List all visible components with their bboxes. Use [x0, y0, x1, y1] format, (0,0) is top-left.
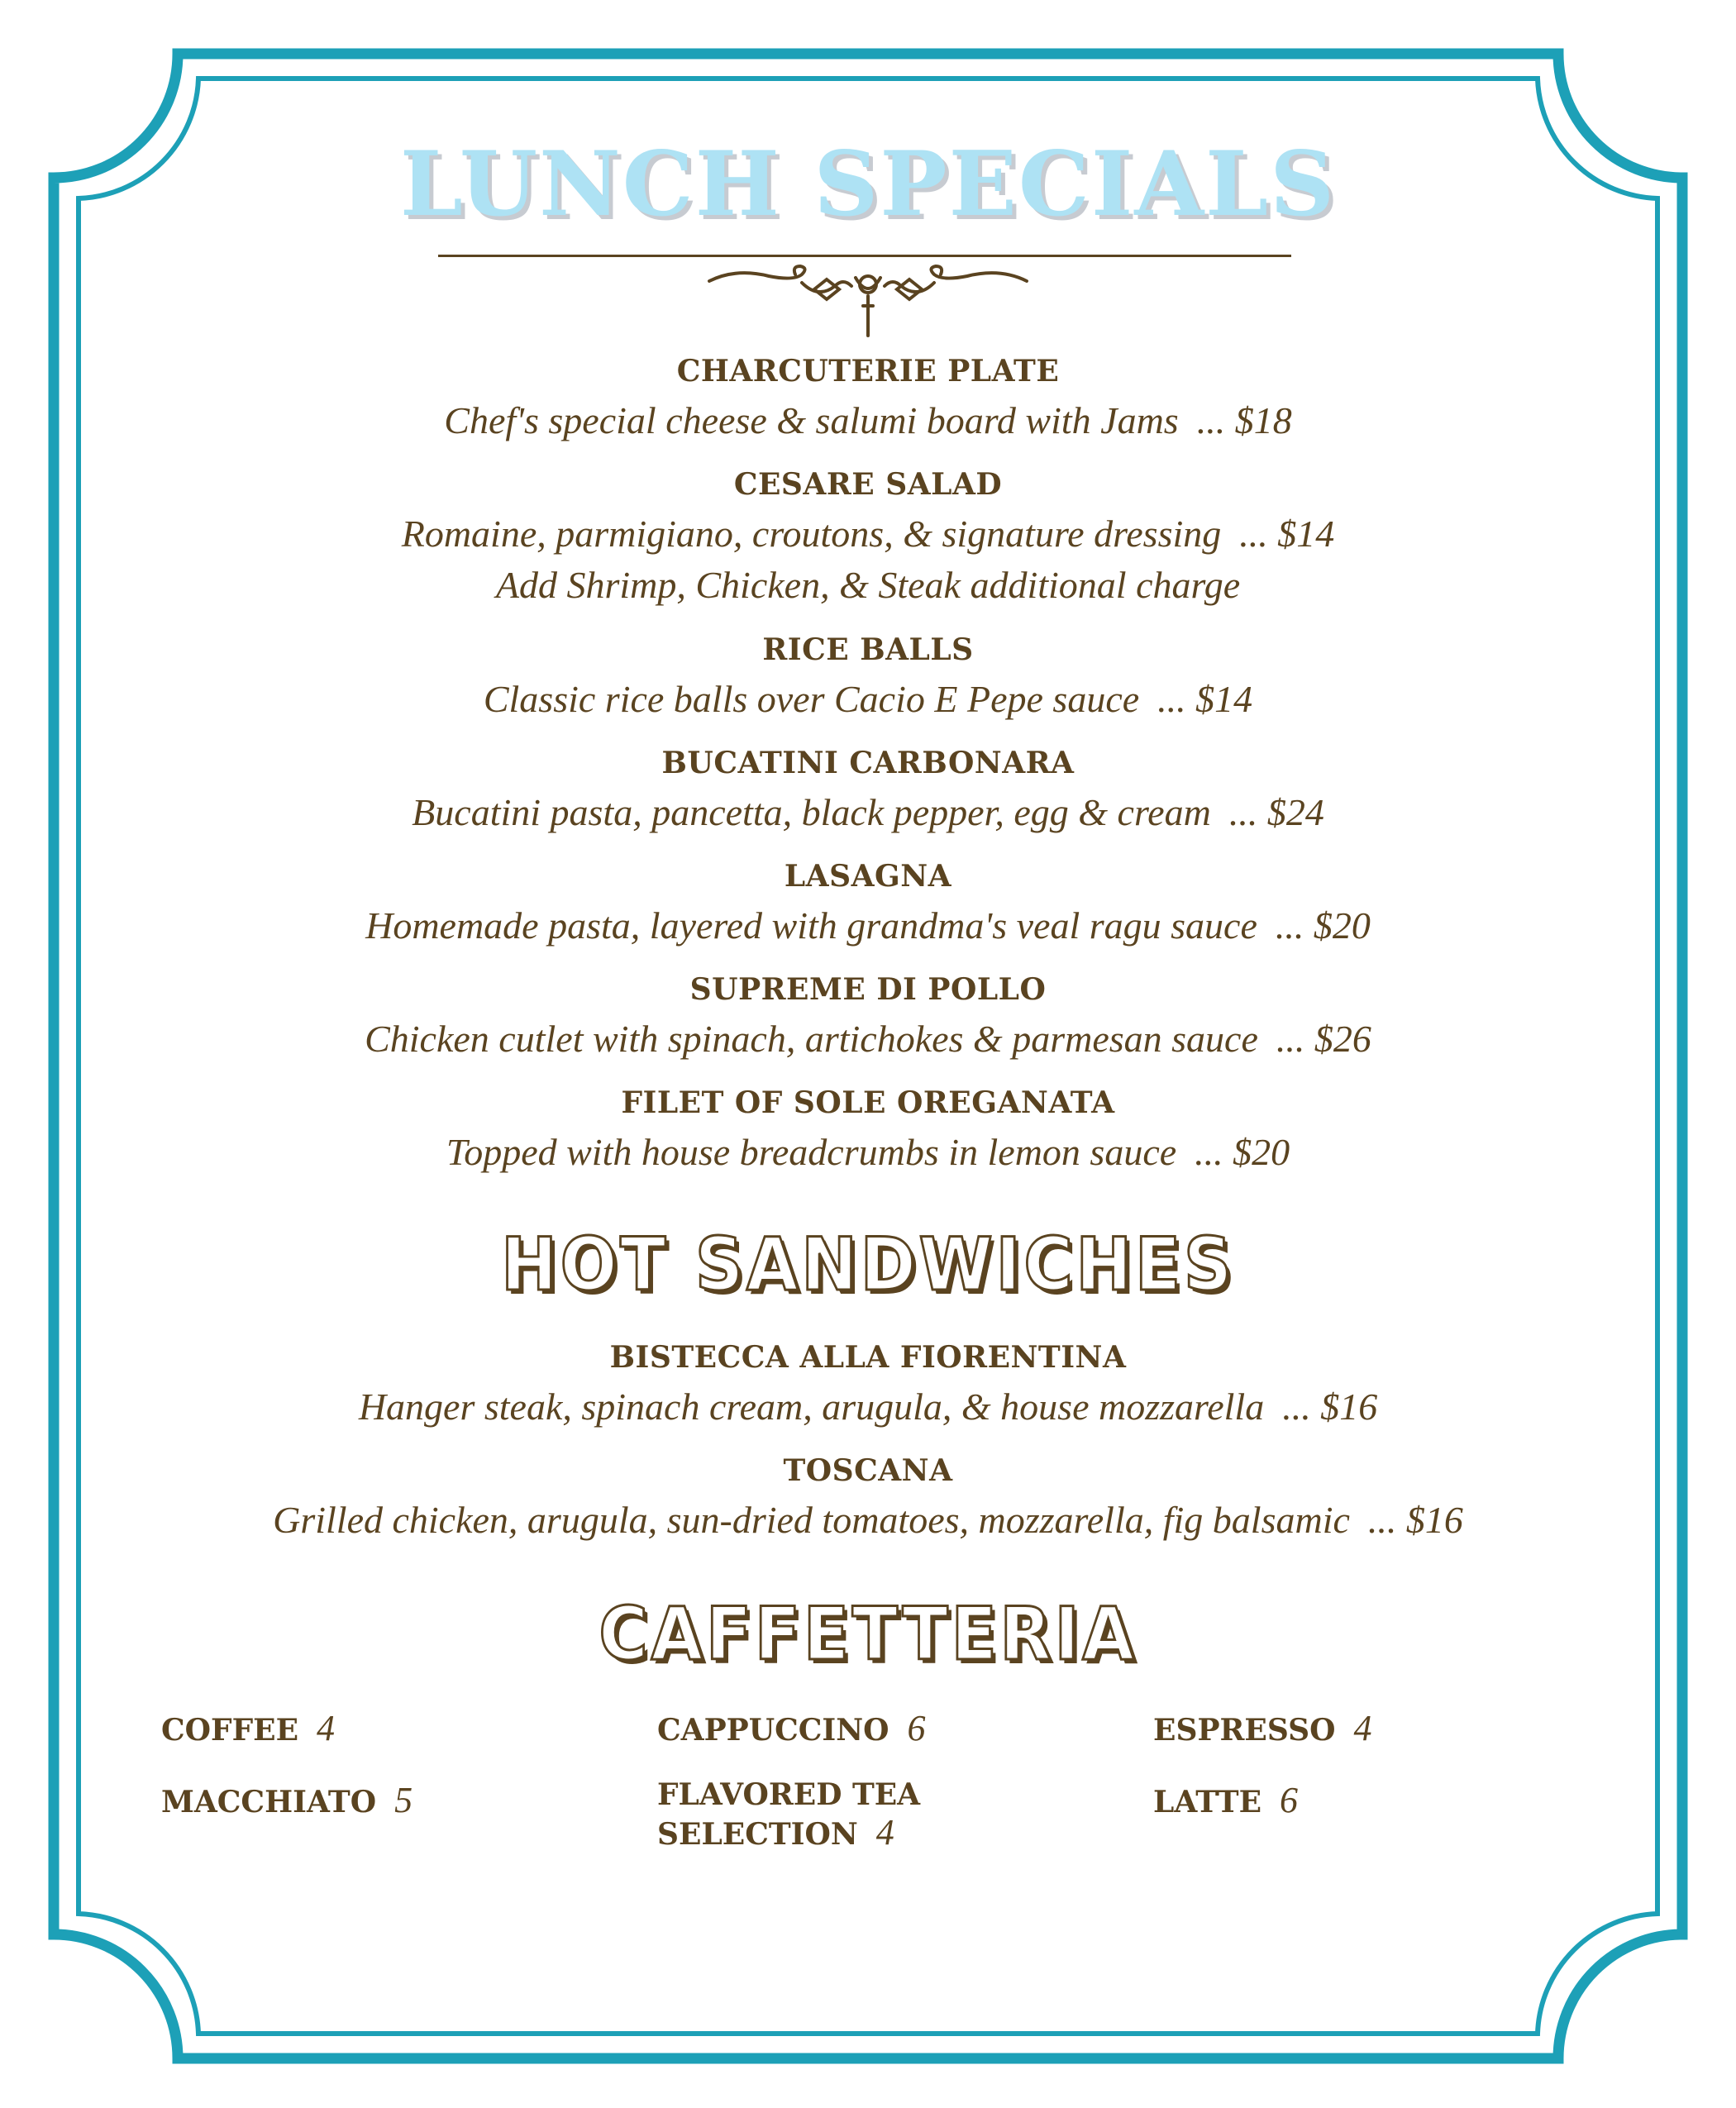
menu-item-toscana: [0, 1453, 1736, 1546]
item-name: LASAGNA: [784, 859, 952, 894]
item-description: Hanger steak, spinach cream, arugula, & house mozzarella: [358, 1385, 1265, 1428]
item-note: Add Shrimp, Chicken, & Steak additional charge: [495, 564, 1241, 606]
item-name: RICE BALLS: [762, 632, 974, 667]
item-price: ... $16: [1367, 1499, 1463, 1541]
item-price: ... $26: [1276, 1018, 1371, 1060]
title-divider: [438, 255, 1291, 257]
cafe-item-price: 4: [875, 1812, 894, 1853]
menu-item-rice-balls: [0, 632, 1736, 725]
item-description: Grilled chicken, arugula, sun-dried tomatoes, mozzarella, fig balsamic: [273, 1499, 1350, 1541]
item-price: ... $14: [1157, 678, 1253, 720]
cafe-item-name: MACCHIATO: [161, 1785, 377, 1819]
cafe-item-latte: [1153, 1781, 1298, 1821]
cafe-item-name-line2: SELECTION: [657, 1817, 858, 1852]
item-price: ... $14: [1239, 513, 1335, 555]
item-name: BISTECCA ALLA FIORENTINA: [609, 1340, 1127, 1375]
hot-sandwiches-title: HOT SANDWICHES: [501, 1222, 1235, 1307]
cafe-item-macchiato: [161, 1781, 413, 1821]
item-price: ... $16: [1282, 1385, 1378, 1428]
cafe-item-price: 5: [394, 1780, 413, 1820]
cafe-item-price: 4: [317, 1708, 336, 1748]
cafe-item-name: LATTE: [1153, 1785, 1262, 1819]
cafe-item-price: 4: [1353, 1708, 1372, 1748]
item-description: Romaine, parmigiano, croutons, & signature dressing: [401, 513, 1222, 555]
flourish-ornament-icon: [703, 263, 1033, 341]
menu-item-charcuterie: [0, 354, 1736, 446]
item-name: SUPREME DI POLLO: [689, 972, 1047, 1007]
cafe-item-flavored-tea: [657, 1776, 920, 1853]
menu-item-cesare-salad: [0, 467, 1736, 611]
menu-item-lasagna: [0, 859, 1736, 951]
lunch-specials-title: LUNCH SPECIALS: [399, 132, 1337, 236]
caffetteria-title: CAFFETTERIA: [599, 1591, 1137, 1676]
item-description: Topped with house breadcrumbs in lemon sauce: [446, 1131, 1177, 1173]
menu-item-bucatini-carbonara: [0, 746, 1736, 838]
cafe-item-cappuccino: [657, 1710, 926, 1749]
item-description: Bucatini pasta, pancetta, black pepper, egg & cream: [412, 791, 1211, 833]
cafe-item-name: COFFEE: [161, 1713, 299, 1748]
item-price: ... $20: [1275, 904, 1371, 947]
item-description: Chicken cutlet with spinach, artichokes & parmesan sauce: [365, 1018, 1258, 1060]
cafe-item-price: 6: [1280, 1780, 1299, 1820]
menu-item-filet-of-sole: [0, 1085, 1736, 1178]
item-price: ... $18: [1196, 399, 1292, 441]
item-name: FILET OF SOLE OREGANATA: [621, 1085, 1115, 1120]
item-description: Classic rice balls over Cacio E Pepe sauce: [483, 678, 1140, 720]
cafe-item-name: ESPRESSO: [1153, 1713, 1336, 1748]
cafe-item-espresso: [1153, 1710, 1371, 1749]
item-name: CHARCUTERIE PLATE: [676, 354, 1060, 389]
item-name: TOSCANA: [783, 1453, 953, 1488]
menu-item-bistecca: [0, 1340, 1736, 1433]
item-price: ... $24: [1228, 791, 1324, 833]
item-description: Homemade pasta, layered with grandma's veal ragu sauce: [365, 904, 1257, 947]
item-price: ... $20: [1195, 1131, 1290, 1173]
cafe-item-coffee: [161, 1710, 335, 1749]
cafe-item-price: 6: [907, 1708, 926, 1748]
cafe-item-name: FLAVORED TEA: [657, 1777, 921, 1812]
item-description: Chef's special cheese & salumi board with Jams: [444, 399, 1179, 441]
menu-item-supreme-di-pollo: [0, 972, 1736, 1065]
item-name: CESARE SALAD: [733, 467, 1003, 502]
cafe-item-name: CAPPUCCINO: [657, 1713, 889, 1748]
item-name: BUCATINI CARBONARA: [661, 746, 1075, 780]
